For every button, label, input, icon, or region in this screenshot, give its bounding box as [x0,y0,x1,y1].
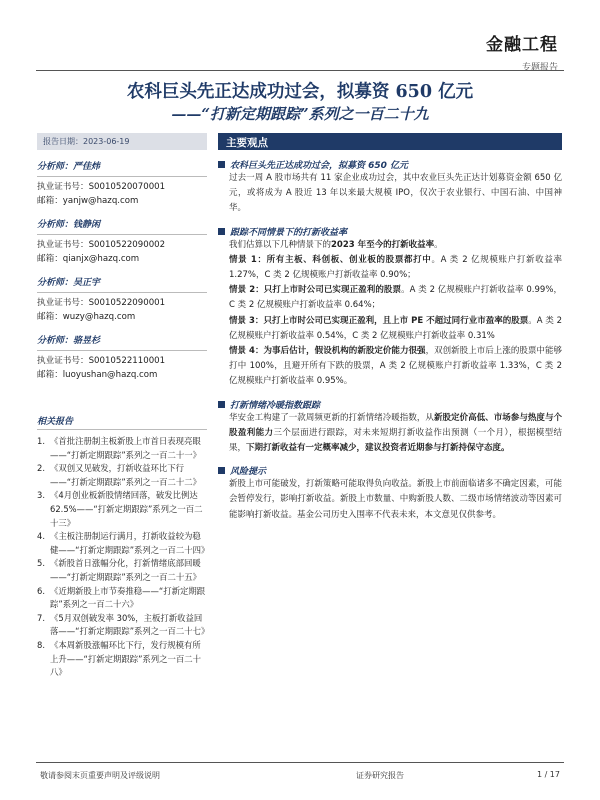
related-reports-heading: 相关报告 [37,414,207,430]
related-report-title: 《主板注册制运行满月，打新收益较为稳健——“打新定期跟踪”系列之一百二十四》 [50,531,210,555]
section-paragraph: 新股上市可能破发，打新策略可能取得负向收益。新股上市前面临诸多不确定因素，可能会暂停发行，影响打新收益。新股上市数量、中购新股人数、二级市场情绪波动等因素可能影响打新收益。基金公司历史入围率不代表未来，本文意见仅供参考。 [229,479,562,520]
analyst-cert: 执业证书号：S0010522110001 [37,356,166,366]
square-bullet-icon [218,228,225,235]
analyst-cert: 执业证书号：S0010522090001 [37,298,166,308]
section-heading-text: 打新情绪冷暖指数跟踪 [230,400,321,411]
scenario-text: 。A 类 2 亿规模账户打新收益率 0.99%，C 类 2 亿规模账户打新收益率 0.64%； [229,285,562,311]
section-scenarios [218,225,562,390]
related-report-number: 1. [37,436,45,446]
section-heading [218,464,562,477]
scenario-3 [229,314,562,344]
section-sentiment [218,398,562,457]
section-paragraph: 过去一周 A 股市场共有 11 家企业成功过会，其中农业巨头先正达计划募资金额 650 亿元，或将成为 A 股近 13 年以来最大规模 IPO，仅次于农业银行、中国石油、中国神华。 [229,173,562,214]
section-paragraph [229,411,562,457]
analyst-card [37,160,207,208]
related-report-title: 《4月创业板新股情绪回落，破发比例达 62.5%——“打新定期跟踪”系列之一百二十三》 [50,490,203,528]
text-run: 华安金工构建了一款周频更新的打新情绪冷暖指数，从 [229,412,434,423]
header-right [486,30,558,73]
related-report-item[interactable] [37,462,207,489]
section-heading [218,398,562,411]
text-run: 我们估算以下几种情景下的 [229,239,332,250]
header-divider [36,70,564,71]
analyst-card [37,276,207,324]
section-risk [218,464,562,523]
analyst-name: 分析师：骆昱杉 [37,334,207,351]
related-report-title: 《近期新股上市节奏推稳——“打新定期跟踪”系列之一百二十六》 [50,585,206,610]
footer-disclaimer: 敬请参阅末页重要声明及评级说明 [40,771,160,780]
page-number: 1 / 17 [536,770,560,779]
scenario-label: 情景 4：为事后估计，假设机构的新股定价能力很强 [229,346,426,357]
related-report-item[interactable] [37,557,207,584]
main-points-heading: 主要观点 [218,133,562,150]
report-subtitle: ——“打新定期跟踪”系列之一百二十九 [171,105,429,123]
text-run: 。 [434,239,443,250]
section-ipo [218,158,562,217]
left-column [37,133,210,680]
analyst-name: 分析师：吴正宇 [37,276,207,293]
text-run: 三个层面进行跟踪，对未来短期打新收益作出预测（一个月），根据模型结果， [229,427,562,454]
related-report-item[interactable] [37,489,207,530]
related-report-title: 《5月双创破发率 30%，主板打新收益回落——“打新定期跟踪”系列之一百二十七》 [50,612,210,637]
analyst-email[interactable]: 邮箱：qianjx@hazq.com [37,254,140,264]
section-heading-text: 跟踪不同情景下的打新收益率 [230,227,348,238]
main-column [218,133,562,523]
scenario-label: 情景 3：只打上市时公司已实现正盈利，且上市 PE 不超过同行业市盈率的股票 [229,315,529,326]
related-report-item[interactable] [37,639,207,680]
scenario-2 [229,283,562,313]
analyst-card [37,218,207,266]
text-run-bold: 新股定价高低、市场参与热度与个股盈利能力 [229,412,562,438]
footer-report-label: 证券研究报告 [356,771,404,780]
related-report-number: 2. [37,463,45,474]
related-report-number: 7. [37,612,45,623]
scenario-label: 情景 1：所有主板、科创板、创业板的股票都打中 [229,254,432,265]
section-heading [218,158,562,171]
related-report-title: 《首批注册制主板新股上市首日表现亮眼——“打新定期跟踪”系列之一百二十一》 [50,436,202,460]
scenario-text: 。A 类 2 亿规模账户打新收益率 0.54%，C 类 2 亿规模账户打新收益率 0.31% [229,315,562,341]
related-report-item[interactable] [37,435,207,462]
analyst-name: 分析师：钱静闲 [37,218,207,235]
square-bullet-icon [218,161,225,168]
report-type: 专题报告 [521,63,558,73]
analyst-card [37,334,207,382]
square-bullet-icon [218,401,225,408]
related-report-title: 《新股首日涨幅分化，打新情绪底部回暖——“打新定期跟踪”系列之一百二十五》 [50,558,202,582]
section-heading-text: 农科巨头先正达成功过会，拟募资 650 亿元 [230,161,409,171]
related-report-item[interactable] [37,530,210,557]
report-date: 报告日期：2023-06-19 [37,133,207,150]
square-bullet-icon [218,467,225,474]
related-report-number: 4. [37,531,45,542]
related-report-number: 3. [37,490,45,501]
analyst-cert: 执业证书号：S0010520070001 [37,182,166,192]
related-report-number: 6. [37,585,45,596]
section-heading-text: 风险提示 [230,467,267,478]
related-report-number: 8. [37,639,45,650]
related-report-item[interactable] [37,612,210,639]
related-reports-list [37,435,210,680]
related-report-number: 5. [37,558,45,569]
related-report-title: 《双创又见破发，打新收益环比下行——“打新定期跟踪”系列之一百二十二》 [50,463,202,487]
scenario-intro [229,238,562,253]
analyst-email[interactable]: 邮箱：wuzy@hazq.com [37,312,136,322]
scenario-4 [229,344,562,390]
analyst-email[interactable]: 邮箱：yanjw@hazq.com [37,196,139,206]
analyst-name: 分析师：严佳炜 [37,160,207,177]
text-run-bold: 2023 年至今的打新收益率 [331,239,435,250]
analyst-email[interactable]: 邮箱：luoyushan@hazq.com [37,370,158,380]
section-heading [218,225,562,238]
scenario-text: ，双创新股上市后上涨的股票中能够打中 100%，且避开所有下跌的股票，A 类 2 亿规模账户打新收益率 1.33%，C 类 2 亿规模账户打新收益率 0.95%。 [229,346,562,387]
footer-divider [36,762,564,763]
text-run-bold: 下期打新收益有一定概率减少，建议投资者近期参与打新持保守态度。 [246,443,510,454]
analyst-cert: 执业证书号：S0010522090002 [37,240,166,250]
related-report-title: 《本周新股涨幅环比下行，发行规模有所上升——“打新定期跟踪”系列之一百二十八》 [50,639,202,678]
report-title: 农科巨头先正达成功过会，拟募资 650 亿元 [126,82,474,102]
scenario-label: 情景 2：只打上市时公司已实现正盈利的股票 [229,285,402,296]
brand-name: 金融工程 [486,35,558,55]
scenario-1 [229,253,562,283]
related-report-item[interactable] [37,585,207,612]
scenario-text: 。A 类 2 亿规模账户打新收益率 1.27%，C 类 2 亿规模账户打新收益率 0.90%； [229,254,562,281]
